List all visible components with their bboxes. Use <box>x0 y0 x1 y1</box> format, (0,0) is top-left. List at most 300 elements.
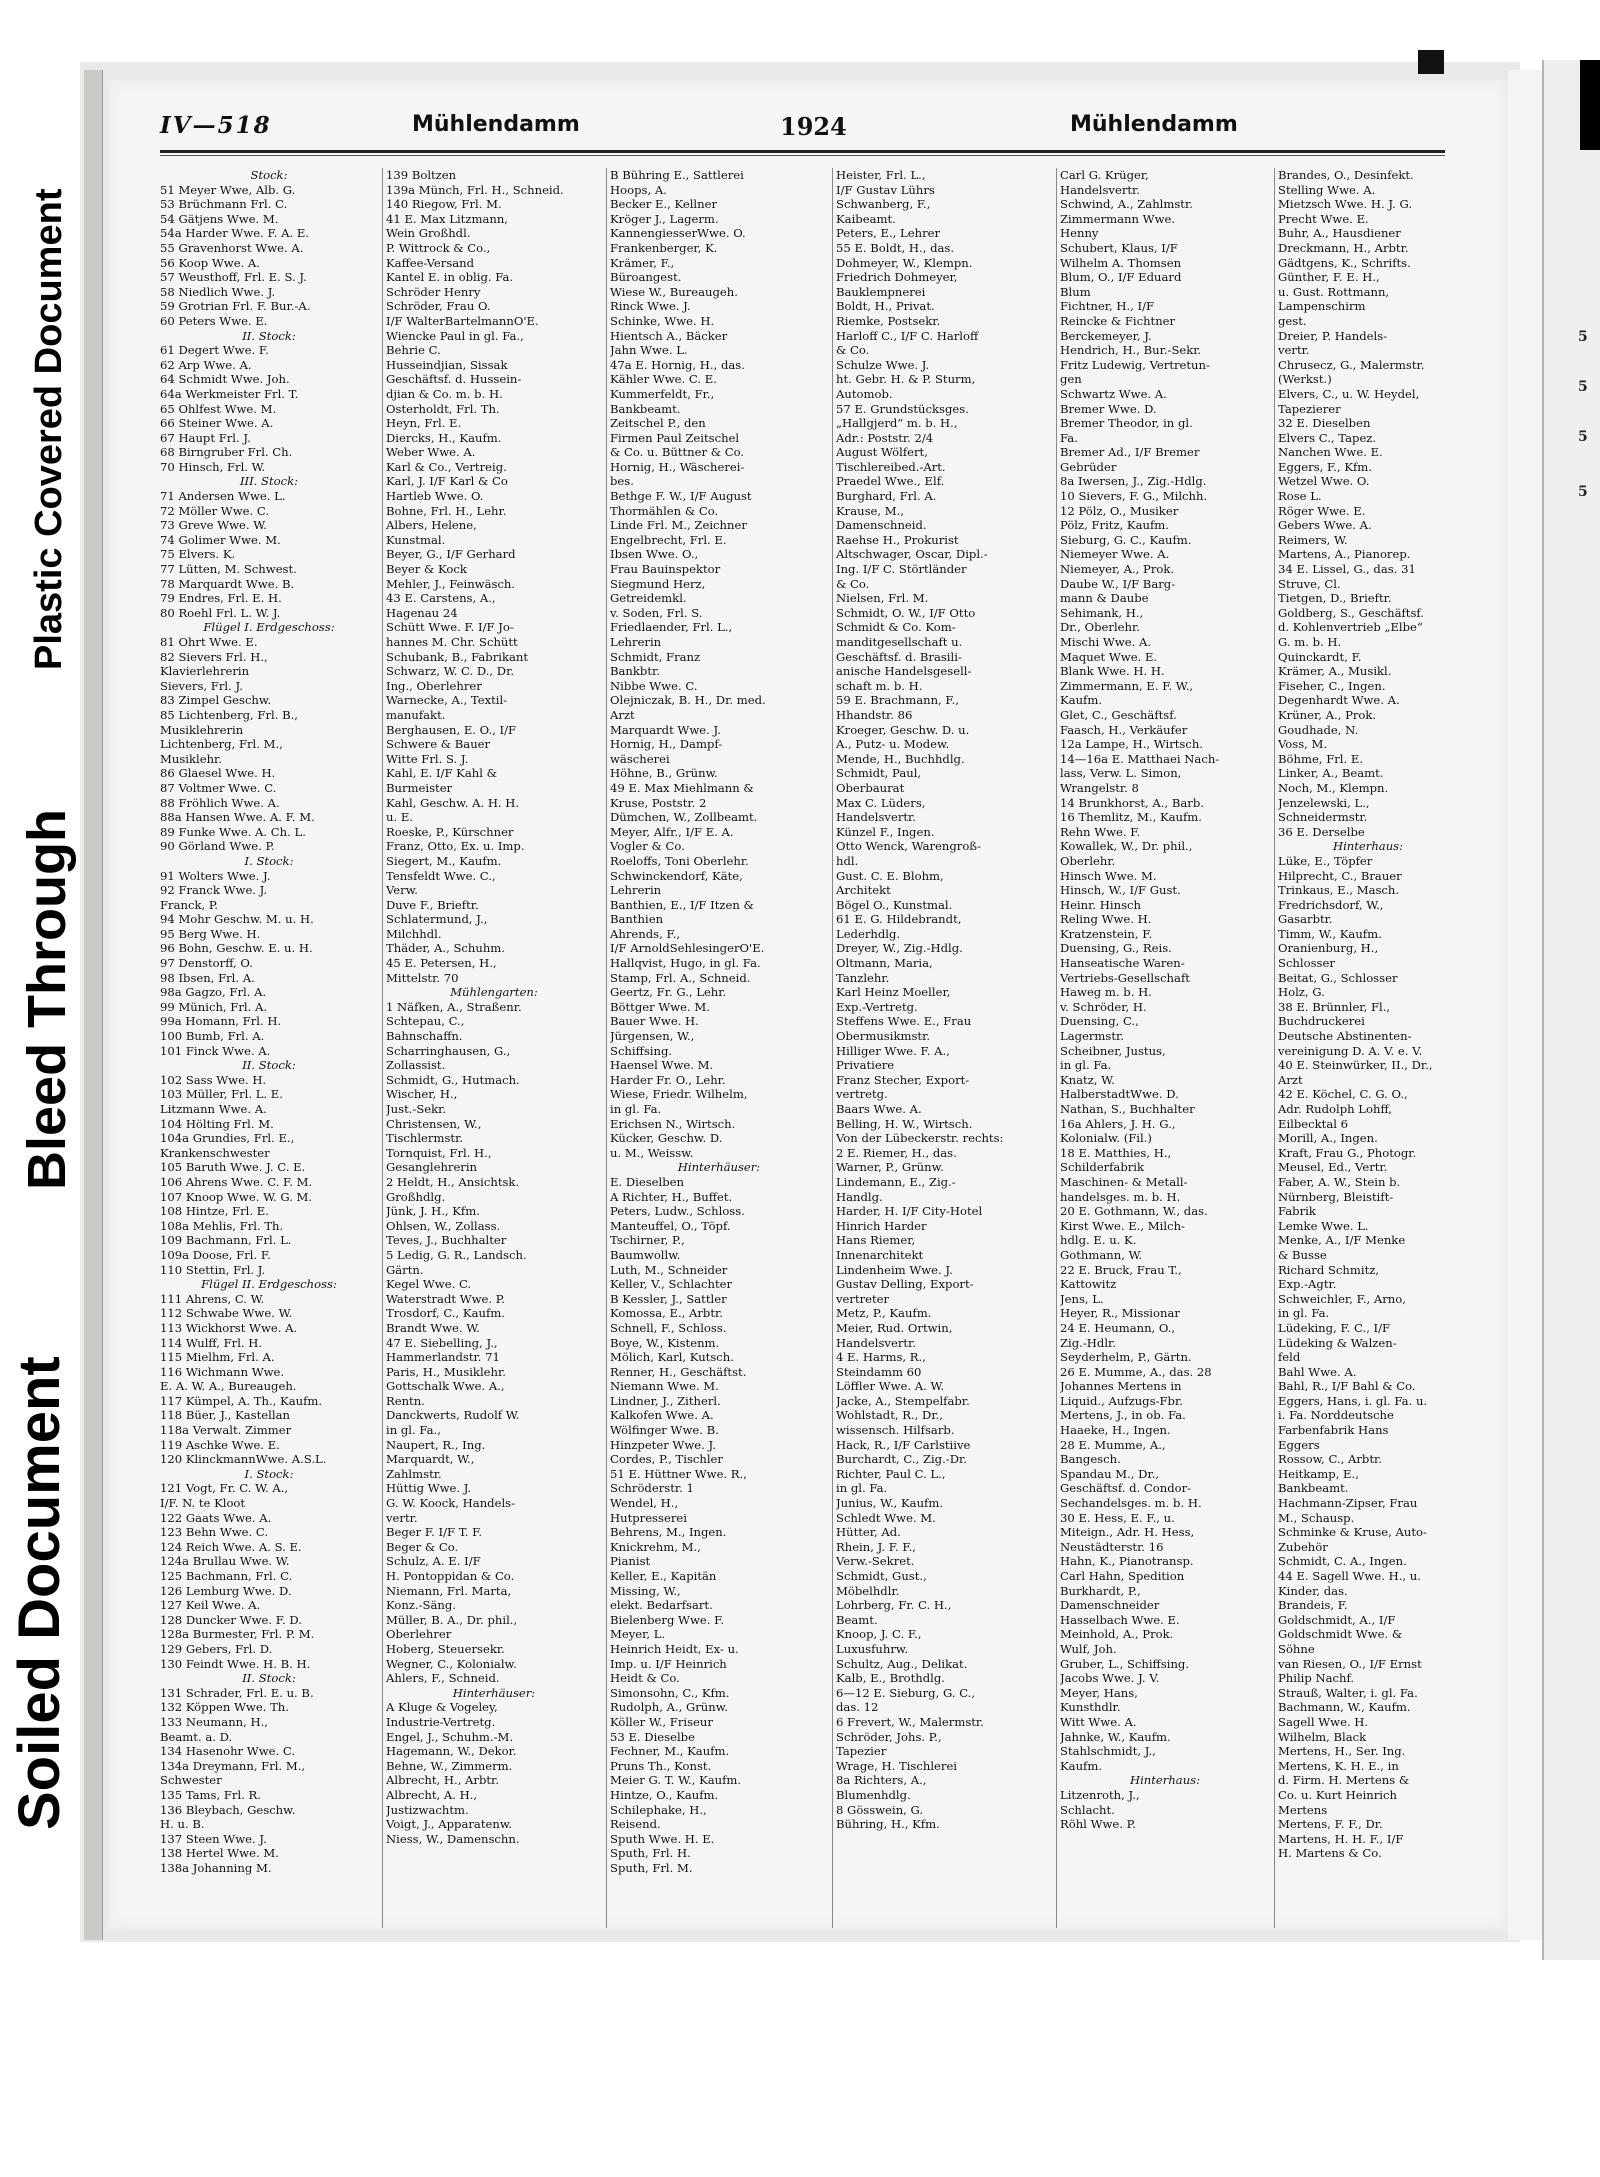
edge-mark: 5 <box>1578 429 1588 445</box>
directory-entry: Lampenschirm <box>1278 299 1366 314</box>
directory-entry: vereinigung D. A. V. e. V. <box>1278 1043 1423 1058</box>
directory-entry: Stock: <box>250 168 288 182</box>
directory-entry: Tornquist, Frl. H., <box>386 1145 492 1160</box>
directory-entry: Linde Frl. M., Zeichner <box>610 518 747 533</box>
directory-entry: Gebrüder <box>1060 459 1117 474</box>
directory-entry: Lichtenberg, Frl. M., <box>160 737 283 752</box>
directory-entry: I/F WalterBartelmannO'E. <box>386 313 539 328</box>
directory-entry: 55 Gravenhorst Wwe. A. <box>160 240 304 255</box>
directory-entry: Kraft, Frau G., Photogr. <box>1278 1145 1417 1160</box>
directory-entry: Fritz Ludewig, Vertretun- <box>1060 357 1210 372</box>
directory-entry: 2 E. Riemer, H., das. <box>836 1145 957 1160</box>
directory-entry: Hammerlandstr. 71 <box>386 1350 500 1365</box>
directory-entry: feld <box>1278 1350 1301 1365</box>
directory-entry: Albrecht, A. H., <box>386 1787 478 1802</box>
directory-entry: Wiencke Paul in gl. Fa., <box>386 328 524 343</box>
directory-entry: 139 Boltzen <box>386 168 457 182</box>
directory-entry: 123 Behn Wwe. C. <box>160 1525 269 1540</box>
directory-entry: Meusel, Ed., Vertr. <box>1278 1160 1388 1175</box>
directory-entry: Wilhelm, Black <box>1278 1729 1367 1744</box>
directory-entry: 110 Stettin, Frl. J. <box>160 1262 266 1277</box>
directory-entry: d. Firm. H. Mertens & <box>1278 1773 1410 1788</box>
directory-entry: bes. <box>610 474 634 489</box>
plastic-covered-label: Plastic Covered Document <box>28 188 70 670</box>
directory-entry: Degenhardt Wwe. A. <box>1278 693 1400 708</box>
directory-entry: Mertens <box>1278 1802 1328 1817</box>
directory-entry: Teves, J., Buchhalter <box>386 1233 507 1248</box>
directory-entry: 67 Haupt Frl. J. <box>160 430 251 445</box>
directory-entry: Maschinen- & Metall- <box>1060 1174 1188 1189</box>
directory-entry: Wulf, Joh. <box>1060 1641 1117 1656</box>
directory-entry: 113 Wickhorst Wwe. A. <box>160 1320 298 1335</box>
directory-entry: Löffler Wwe. A. W. <box>836 1379 945 1394</box>
directory-entry: Lindenheim Wwe. J. <box>836 1262 953 1277</box>
directory-entry: 88a Hansen Wwe. A. F. M. <box>160 810 315 825</box>
directory-entry: 95 Berg Wwe. H. <box>160 926 261 941</box>
directory-entry: 58 Niedlich Wwe. J. <box>160 284 276 299</box>
directory-entry: Lemke Wwe. L. <box>1278 1218 1369 1233</box>
directory-entry: 83 Zimpel Geschw. <box>160 693 272 708</box>
directory-entry: 133 Neumann, H., <box>160 1714 268 1729</box>
directory-entry: 94 Mohr Geschw. M. u. H. <box>160 912 314 927</box>
directory-entry: & Co. <box>836 343 870 358</box>
directory-entry: Waterstradt Wwe. P. <box>386 1291 505 1306</box>
directory-entry: Dreckmann, H., Arbtr. <box>1278 240 1409 255</box>
directory-entry: Beitat, G., Schlosser <box>1278 970 1398 985</box>
directory-entry: Heyer, R., Missionar <box>1060 1306 1180 1321</box>
directory-entry: Mertens, F. F., Dr. <box>1278 1817 1383 1832</box>
directory-entry: Obermusikmstr. <box>836 1029 931 1044</box>
directory-entry: Röger Wwe. E. <box>1278 503 1366 518</box>
directory-entry: Jahnke, W., Kaufm. <box>1060 1729 1171 1744</box>
directory-entry: Schneidermstr. <box>1278 810 1368 825</box>
directory-entry: 104a Grundies, Frl. E., <box>160 1131 295 1146</box>
directory-entry: 88 Fröhlich Wwe. A. <box>160 795 280 810</box>
directory-entry: 42 E. Köchel, C. G. O., <box>1278 1087 1408 1102</box>
directory-entry: u. E. <box>386 810 413 825</box>
directory-entry: Ing., Oberlehrer <box>386 678 482 693</box>
directory-entry: G. W. Koock, Handels- <box>386 1496 516 1511</box>
directory-entry: 75 Elvers. K. <box>160 547 236 562</box>
directory-entry: 10 Sievers, F. G., Milchh. <box>1060 489 1208 504</box>
directory-entry: Beyer, G., I/F Gerhard <box>386 547 516 562</box>
directory-entry: 61 E. G. Hildebrandt, <box>836 912 962 927</box>
directory-entry: 49 E. Max Miehlmann & <box>610 780 754 795</box>
directory-entry: Kaibeamt. <box>836 211 896 226</box>
street-heading-left: Mühlendamm <box>412 112 580 137</box>
directory-entry: Burmeister <box>386 780 453 795</box>
directory-entry: Roeloffs, Toni Oberlehr. <box>610 853 749 868</box>
directory-entry: mann & Daube <box>1060 591 1149 606</box>
directory-entry: Heinr. Hinsch <box>1060 897 1141 912</box>
directory-entry: gest. <box>1278 313 1307 328</box>
directory-entry: 132 Köppen Wwe. Th. <box>160 1700 289 1715</box>
directory-entry: 38 E. Brünnler, Fl., <box>1278 999 1391 1014</box>
directory-entry: Mittelstr. 70 <box>386 970 459 985</box>
directory-entry: Zimmermann, E. F. W., <box>1060 678 1194 693</box>
directory-entry: Martens, H. H. F., I/F <box>1278 1831 1404 1846</box>
directory-entry: Liquid., Aufzugs-Fbr. <box>1060 1393 1183 1408</box>
directory-entry: 36 E. Derselbe <box>1278 824 1365 839</box>
directory-entry: 14 Brunkhorst, A., Barb. <box>1060 795 1204 810</box>
directory-entry: Zahlmstr. <box>386 1466 442 1481</box>
directory-entry: Bühring, H., Kfm. <box>836 1817 940 1832</box>
directory-entry: I/F Gustav Lührs <box>836 182 935 197</box>
directory-entry: 57 Weusthoff, Frl. E. S. J. <box>160 270 307 285</box>
directory-entry: Nathan, S., Buchhalter <box>1060 1102 1195 1116</box>
directory-entry: 128a Burmester, Frl. P. M. <box>160 1627 315 1642</box>
directory-entry: Keller, E., Kapitän <box>610 1569 717 1583</box>
directory-entry: Burkhardt, P., <box>1060 1583 1141 1598</box>
directory-entry: I/F. N. te Kloot <box>160 1496 246 1511</box>
directory-entry: Handlg. <box>836 1189 883 1204</box>
directory-entry: Heitkamp, E., <box>1278 1466 1359 1481</box>
directory-entry: Hornig, H., Wäscherei- <box>610 459 745 474</box>
directory-entry: Tanzlehr. <box>836 970 890 985</box>
directory-column-1 <box>160 168 378 1928</box>
directory-entry: Wohlstadt, R., Dr., <box>836 1408 943 1423</box>
directory-entry: Rinck Wwe. J. <box>610 299 691 314</box>
directory-entry: Bachmann, W., Kaufm. <box>1278 1700 1411 1715</box>
directory-entry: I/F ArnoldSehlesingerO'E. <box>610 941 765 956</box>
directory-entry: 107 Knoop Wwe. W. G. M. <box>160 1189 313 1204</box>
directory-entry: 129 Gebers, Frl. D. <box>160 1641 273 1656</box>
directory-entry: 115 Mielhm, Frl. A. <box>160 1350 275 1365</box>
directory-entry: 41 E. Max Litzmann, <box>386 211 508 226</box>
directory-entry: 85 Lichtenberg, Frl. B., <box>160 707 298 722</box>
directory-entry: Rose L. <box>1278 489 1322 504</box>
directory-entry: Dreier, P. Handels- <box>1278 328 1388 343</box>
directory-entry: Friedrich Dohmeyer, <box>836 270 958 285</box>
directory-entry: Mietzsch Wwe. H. J. G. <box>1278 197 1413 212</box>
directory-entry: Kunstmal. <box>386 532 446 547</box>
directory-entry: 134a Dreymann, Frl. M., <box>160 1758 306 1773</box>
directory-entry: Kunsthdlr. <box>1060 1700 1121 1715</box>
directory-entry: Tensfeldt Wwe. C., <box>386 868 496 883</box>
directory-entry: Kolonialw. (Fil.) <box>1060 1131 1152 1146</box>
directory-entry: 78 Marquardt Wwe. B. <box>160 576 295 591</box>
directory-entry: Miteign., Adr. H. Hess, <box>1060 1525 1195 1540</box>
directory-entry: 59 Grotrian Frl. F. Bur.-A. <box>160 299 311 314</box>
directory-entry: 57 E. Grundstücksges. <box>836 401 969 416</box>
directory-entry: Schröder, Frau O. <box>386 299 491 314</box>
directory-entry: Schütt Wwe. F. I/F Jo- <box>386 620 514 635</box>
directory-entry: Henny <box>1060 226 1099 241</box>
directory-entry: Richter, Paul C. L., <box>836 1466 946 1481</box>
directory-entry: Haaeke, H., Ingen. <box>1060 1423 1171 1438</box>
directory-entry: Reincke & Fichtner <box>1060 313 1176 328</box>
directory-entry: Schwartz Wwe. A. <box>1060 386 1167 401</box>
directory-entry: Gruber, L., Schiffsing. <box>1060 1656 1190 1671</box>
directory-entry: Morill, A., Ingen. <box>1278 1131 1378 1146</box>
directory-entry: Olejniczak, B. H., Dr. med. <box>610 693 766 708</box>
column-divider <box>832 168 833 1928</box>
directory-entry: Hasselbach Wwe. E. <box>1060 1612 1180 1627</box>
directory-entry: Schwind, A., Zahlmstr. <box>1060 197 1193 212</box>
directory-entry: 16 Themlitz, M., Kaufm. <box>1060 810 1202 825</box>
directory-entry: Schröderstr. 1 <box>610 1481 694 1496</box>
directory-entry: hdlg. E. u. K. <box>1060 1233 1137 1248</box>
directory-entry: 111 Ahrens, C. W. <box>160 1291 265 1306</box>
directory-entry: 79 Endres, Frl. E. H. <box>160 591 282 606</box>
year-heading: 1924 <box>780 112 847 141</box>
directory-entry: Hartleb Wwe. O. <box>386 489 484 504</box>
directory-entry: 47 E. Siebelling, J., <box>386 1335 498 1350</box>
directory-entry: Hüttig Wwe. J. <box>386 1481 472 1496</box>
directory-entry: August Wölfert, <box>836 445 928 460</box>
directory-entry: Ing. I/F C. Störtländer <box>836 562 967 577</box>
directory-entry: Gothmann, W. <box>1060 1247 1143 1262</box>
directory-entry: 66 Steiner Wwe. A. <box>160 416 274 431</box>
directory-entry: Goldschmidt Wwe. & <box>1278 1627 1403 1642</box>
directory-entry: Altschwager, Oscar, Dipl.- <box>836 547 988 562</box>
directory-entry: 140 Riegow, Frl. M. <box>386 197 502 212</box>
directory-entry: Kaufm. <box>1060 693 1103 708</box>
directory-entry: Schlacht. <box>1060 1802 1115 1817</box>
directory-entry: II. Stock: <box>242 1671 296 1686</box>
directory-entry: Noch, M., Klempn. <box>1278 780 1389 795</box>
directory-entry: Rossow, C., Arbtr. <box>1278 1452 1382 1467</box>
page-number: IV—518 <box>160 112 272 139</box>
directory-entry: Schultz, Aug., Delikat. <box>836 1656 968 1671</box>
directory-entry: Damenschneider <box>1060 1598 1160 1613</box>
directory-entry: 2 Heldt, H., Ansichtsk. <box>386 1174 520 1189</box>
directory-entry: Von der Lübeckerstr. rechts: <box>836 1131 1004 1146</box>
directory-entry: 16a Ahlers, J. H. G., <box>1060 1116 1176 1131</box>
directory-entry: Franck, P. <box>160 897 218 912</box>
directory-entry: manditgesellschaft u. <box>836 635 963 649</box>
directory-entry: Jahn Wwe. L. <box>610 343 688 358</box>
directory-entry: Bielenberg Wwe. F. <box>610 1612 725 1627</box>
directory-entry: Banthien, E., I/F Itzen & <box>610 897 754 912</box>
directory-entry: Krämer, A., Musikl. <box>1278 664 1392 679</box>
directory-entry: Seyderhelm, P., Gärtn. <box>1060 1350 1192 1365</box>
directory-entry: Kalb, E., Brothdlg. <box>836 1671 945 1686</box>
directory-entry: 68 Birngruber Frl. Ch. <box>160 445 293 460</box>
directory-entry: 12a Lampe, H., Wirtsch. <box>1060 737 1203 752</box>
directory-entry: 125 Bachmann, Frl. C. <box>160 1569 293 1583</box>
directory-entry: 105 Baruth Wwe. J. C. E. <box>160 1160 306 1175</box>
directory-entry: Vertriebs-Gesellschaft <box>1060 970 1190 985</box>
directory-entry: Kirst Wwe. E., Milch- <box>1060 1218 1185 1233</box>
directory-entry: Sechandelsges. m. b. H. <box>1060 1496 1202 1511</box>
directory-entry: Nielsen, Frl. M. <box>836 591 929 606</box>
directory-entry: Sputh Wwe. H. E. <box>610 1831 715 1846</box>
directory-entry: Wetzel Wwe. O. <box>1278 474 1370 489</box>
directory-column-4 <box>836 168 1052 1928</box>
directory-entry: Geschäftsf. d. Condor- <box>1060 1481 1192 1496</box>
directory-entry: Stamp, Frl. A., Schneid. <box>610 970 751 985</box>
directory-entry: Dreyer, W., Zig.-Hdlg. <box>836 941 963 956</box>
directory-entry: Fabrik <box>1278 1204 1316 1219</box>
directory-entry: 89 Funke Wwe. A. Ch. L. <box>160 824 306 839</box>
directory-entry: Hallqvist, Hugo, in gl. Fa. <box>610 956 761 971</box>
directory-entry: Behne, W., Zimmerm. <box>386 1758 513 1773</box>
directory-entry: vertretg. <box>836 1087 888 1102</box>
directory-entry: ht. Gebr. H. & P. Sturm, <box>836 372 976 387</box>
directory-entry: Schulze Wwe. J. <box>836 357 930 372</box>
directory-entry: Schminke & Kruse, Auto- <box>1278 1525 1427 1540</box>
directory-entry: Pruns Th., Konst. <box>610 1758 712 1773</box>
directory-entry: Hinterhäuser: <box>677 1160 761 1175</box>
directory-entry: Zubehör <box>1278 1539 1328 1554</box>
directory-entry: Keller, V., Schlachter <box>610 1277 733 1292</box>
directory-entry: Erichsen N., Wirtsch. <box>610 1116 736 1131</box>
directory-entry: Voigt, J., Apparatenw. <box>386 1817 513 1832</box>
directory-entry: Schwere & Bauer <box>386 737 491 752</box>
directory-entry: Krankenschwester <box>160 1145 270 1160</box>
directory-entry: Neustädterstr. 16 <box>1060 1539 1164 1554</box>
directory-entry: Belling, H. W., Wirtsch. <box>836 1116 973 1131</box>
directory-entry: Frankenberger, K. <box>610 240 718 255</box>
directory-entry: Kröger J., Lagerm. <box>610 211 719 226</box>
directory-entry: Karl & Co., Vertreig. <box>386 459 507 474</box>
directory-entry: Architekt <box>836 883 891 898</box>
directory-entry: Praedel Wwe., Elf. <box>836 474 945 489</box>
directory-entry: Kalkofen Wwe. A. <box>610 1408 714 1423</box>
directory-entry: Precht Wwe. E. <box>1278 211 1369 226</box>
directory-entry: P. Wittrock & Co., <box>386 240 491 255</box>
directory-entry: 61 Degert Wwe. F. <box>160 343 269 358</box>
directory-entry: Pölz, Fritz, Kaufm. <box>1060 518 1169 533</box>
directory-entry: in gl. Fa. <box>1060 1058 1112 1073</box>
directory-entry: Jürgensen, W., <box>610 1029 695 1044</box>
directory-entry: Luth, M., Schneider <box>610 1262 728 1277</box>
directory-entry: Arzt <box>1278 1072 1303 1087</box>
directory-entry: Gasarbtr. <box>1278 912 1333 927</box>
header-rule-thin <box>160 155 1445 156</box>
directory-entry: 14—16a E. Matthaei Nach- <box>1060 751 1220 766</box>
directory-entry: Karl Heinz Moeller, <box>836 985 951 1000</box>
directory-entry: Hagemann, W., Dekor. <box>386 1744 517 1759</box>
directory-entry: wäscherei <box>610 751 670 766</box>
directory-entry: E. A. W. A., Bureaugeh. <box>160 1379 297 1394</box>
directory-entry: 127 Keil Wwe. A. <box>160 1598 261 1613</box>
directory-entry: Wendel, H., <box>610 1496 679 1511</box>
directory-entry: Schmidt, G., Hutmach. <box>386 1072 520 1087</box>
directory-entry: 139a Münch, Frl. H., Schneid. <box>386 182 564 197</box>
directory-entry: in gl. Fa., <box>386 1423 441 1438</box>
directory-entry: Meinhold, A., Prok. <box>1060 1627 1174 1642</box>
directory-entry: 118 Büer, J., Kastellan <box>160 1408 290 1423</box>
directory-entry: Kattowitz <box>1060 1277 1117 1292</box>
directory-entry: Steffens Wwe. E., Frau <box>836 1014 972 1029</box>
directory-entry: Exp.-Vertretg. <box>836 999 918 1014</box>
directory-entry: Hinterhäuser: <box>452 1685 536 1700</box>
directory-entry: Eggers, F., Kfm. <box>1278 459 1372 474</box>
directory-entry: Schwanberg, F., <box>836 197 931 212</box>
directory-entry: Tischlereibed.-Art. <box>836 459 946 474</box>
directory-entry: Kähler Wwe. C. E. <box>610 372 717 387</box>
directory-entry: Reimers, W. <box>1278 532 1348 547</box>
directory-entry: Musiklehr. <box>160 751 223 766</box>
directory-entry: Ohlsen, W., Zollass. <box>386 1218 501 1233</box>
directory-entry: Thäder, A., Schuhm. <box>386 941 505 956</box>
directory-entry: Mühlengarten: <box>450 985 538 1000</box>
directory-entry: Rentn. <box>386 1393 425 1408</box>
directory-entry: 124a Brullau Wwe. W. <box>160 1554 290 1569</box>
directory-entry: Adr.: Poststr. 2/4 <box>836 430 934 445</box>
directory-entry: Lindner, J., Zitherl. <box>610 1393 721 1408</box>
directory-entry: Nürnberg, Bleistift- <box>1278 1189 1394 1204</box>
directory-entry: Kaffee-Versand <box>386 255 475 270</box>
edge-mark: 5 <box>1578 329 1588 345</box>
directory-entry: Krämer, F., <box>610 255 675 270</box>
directory-entry: 138 Hertel Wwe. M. <box>160 1846 279 1861</box>
directory-entry: 73 Greve Wwe. W. <box>160 518 267 533</box>
directory-entry: Albrecht, H., Arbtr. <box>386 1773 500 1788</box>
directory-entry: Harder Fr. O., Lehr. <box>610 1072 726 1087</box>
directory-entry: Wölfinger Wwe. B. <box>610 1423 719 1438</box>
scan-corner-mark <box>1418 50 1444 74</box>
directory-entry: 77 Lütten, M. Schwest. <box>160 562 297 577</box>
directory-entry: Manteuffel, O., Töpf. <box>610 1218 731 1233</box>
directory-entry: Harder, H. I/F City-Hotel <box>836 1204 983 1219</box>
directory-entry: handelsges. m. b. H. <box>1060 1189 1181 1204</box>
directory-entry: Hinzpeter Wwe. J. <box>610 1437 716 1452</box>
directory-entry: Roeske, P., Kürschner <box>386 824 514 839</box>
directory-entry: Tschirner, P., <box>610 1233 685 1248</box>
directory-entry: Kruse, Poststr. 2 <box>610 795 707 810</box>
directory-column-2 <box>386 168 602 1928</box>
directory-entry: Köller W., Friseur <box>610 1714 713 1729</box>
directory-entry: Kummerfeldt, Fr., <box>610 386 715 401</box>
directory-entry: Haweg m. b. H. <box>1060 985 1152 1000</box>
directory-entry: Riemke, Postsekr. <box>836 313 941 328</box>
directory-entry: 137 Steen Wwe. J. <box>160 1831 267 1846</box>
directory-entry: Mehler, J., Feinwäsch. <box>386 576 516 591</box>
directory-entry: 112 Schwabe Wwe. W. <box>160 1306 293 1321</box>
directory-entry: Sievers, Frl. J. <box>160 678 243 693</box>
directory-entry: hannes M. Chr. Schütt <box>386 635 518 649</box>
directory-entry: in gl. Fa. <box>836 1481 888 1496</box>
directory-entry: Kahl, E. I/F Kahl & <box>386 766 497 781</box>
directory-entry: Zeitschel P., den <box>610 416 706 431</box>
directory-entry: Kegel Wwe. C. <box>386 1277 472 1292</box>
directory-entry: 28 E. Mumme, A., <box>1060 1437 1166 1452</box>
directory-entry: Schinke, Wwe. H. <box>610 313 715 328</box>
directory-entry: Luxusfuhrw. <box>836 1641 909 1656</box>
directory-entry: 64a Werkmeister Frl. T. <box>160 386 299 401</box>
directory-entry: Jünk, J. H., Kfm. <box>386 1204 480 1219</box>
directory-entry: 4 E. Harms, R., <box>836 1350 926 1365</box>
directory-entry: Schmidt, Paul, <box>836 766 922 781</box>
directory-entry: Scheibner, Justus, <box>1060 1043 1166 1058</box>
directory-entry: Knickrehm, M., <box>610 1539 701 1554</box>
directory-entry: Buchdruckerei <box>1278 1014 1365 1029</box>
directory-entry: Sagell Wwe. H. <box>1278 1714 1369 1729</box>
directory-entry: 54 Gätjens Wwe. M. <box>160 211 279 226</box>
directory-entry: 53 Brüchmann Frl. C. <box>160 197 288 212</box>
directory-entry: 118a Verwalt. Zimmer <box>160 1423 292 1438</box>
adjacent-page-strip <box>1542 60 1600 1960</box>
directory-entry: Duensing, G., Reis. <box>1060 941 1172 956</box>
directory-entry: Warnecke, A., Textil- <box>386 693 508 708</box>
directory-entry: Jens, L. <box>1060 1291 1104 1306</box>
directory-entry: 43 E. Carstens, A., <box>386 591 496 606</box>
directory-entry: Wegner, C., Kolonialw. <box>386 1656 517 1671</box>
directory-entry: Sputh, Frl. M. <box>610 1860 693 1875</box>
directory-entry: Hanseatische Waren- <box>1060 956 1185 971</box>
directory-entry: Bangesch. <box>1060 1452 1121 1467</box>
directory-entry: Oberlehrer <box>386 1627 452 1642</box>
directory-entry: Warner, P., Grünw. <box>836 1160 944 1175</box>
directory-entry: Stelling Wwe. A. <box>1278 182 1376 197</box>
directory-entry: „Hallgjerd“ m. b. H., <box>836 416 958 431</box>
directory-entry: 91 Wolters Wwe. J. <box>160 868 271 883</box>
directory-entry: & Busse <box>1278 1247 1327 1262</box>
directory-entry: Trosdorf, C., Kaufm. <box>386 1306 505 1321</box>
